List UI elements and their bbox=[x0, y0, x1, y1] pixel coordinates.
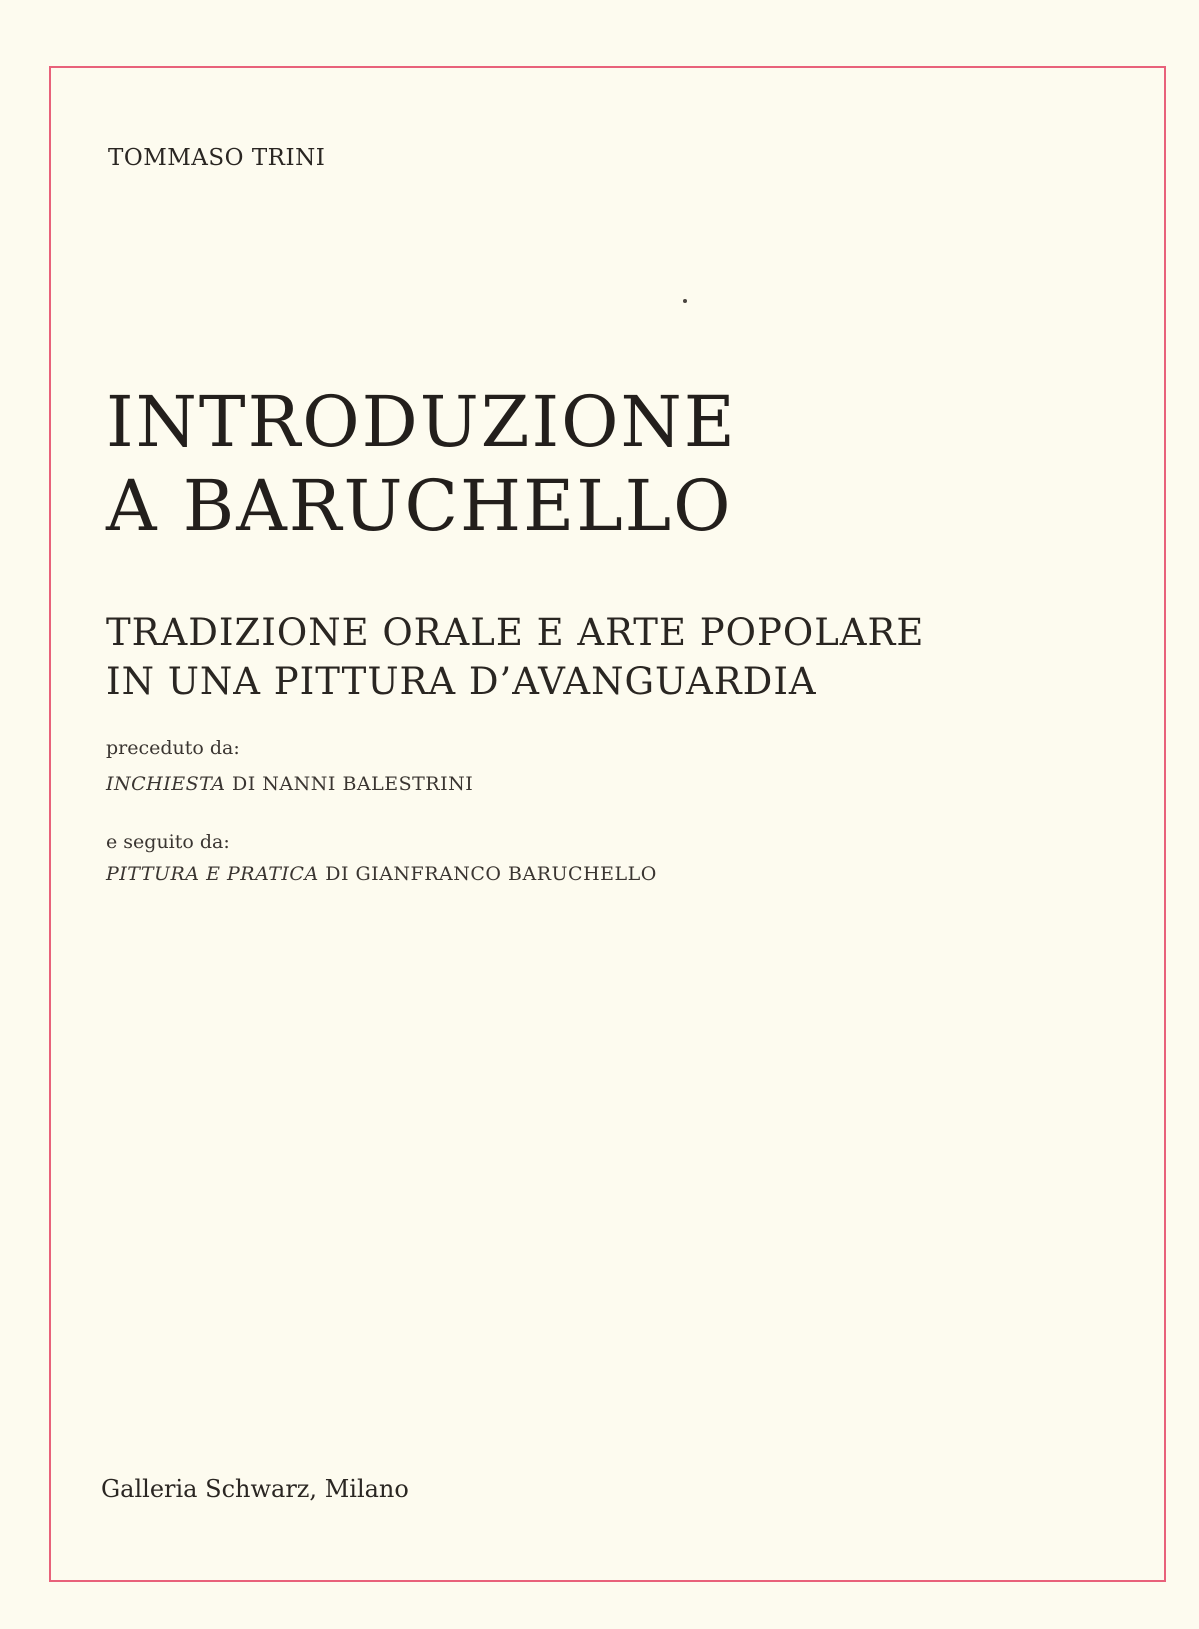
publisher-imprint: Galleria Schwarz, Milano bbox=[101, 1475, 409, 1503]
preceded-credit bbox=[106, 773, 473, 795]
book-title-line-1: INTRODUZIONE bbox=[106, 381, 737, 463]
book-title bbox=[106, 380, 737, 548]
page-border-frame bbox=[49, 66, 1166, 1582]
preceded-work-author: DI NANNI BALESTRINI bbox=[225, 773, 474, 795]
preceded-work-title: INCHIESTA bbox=[106, 773, 226, 795]
author-name: TOMMASO TRINI bbox=[108, 145, 326, 171]
followed-work-author: DI GIANFRANCO BARUCHELLO bbox=[318, 863, 657, 885]
book-subtitle bbox=[106, 608, 924, 706]
ink-speck bbox=[683, 299, 687, 303]
followed-label: e seguito da: bbox=[106, 831, 230, 853]
followed-work-title: PITTURA E PRATICA bbox=[106, 863, 319, 885]
followed-credit bbox=[106, 863, 657, 885]
book-subtitle-line-1: TRADIZIONE ORALE E ARTE POPOLARE bbox=[106, 611, 925, 654]
book-title-line-2: A BARUCHELLO bbox=[106, 465, 733, 547]
preceded-label: preceduto da: bbox=[106, 737, 240, 759]
book-subtitle-line-2: IN UNA PITTURA D’AVANGUARDIA bbox=[106, 660, 817, 703]
